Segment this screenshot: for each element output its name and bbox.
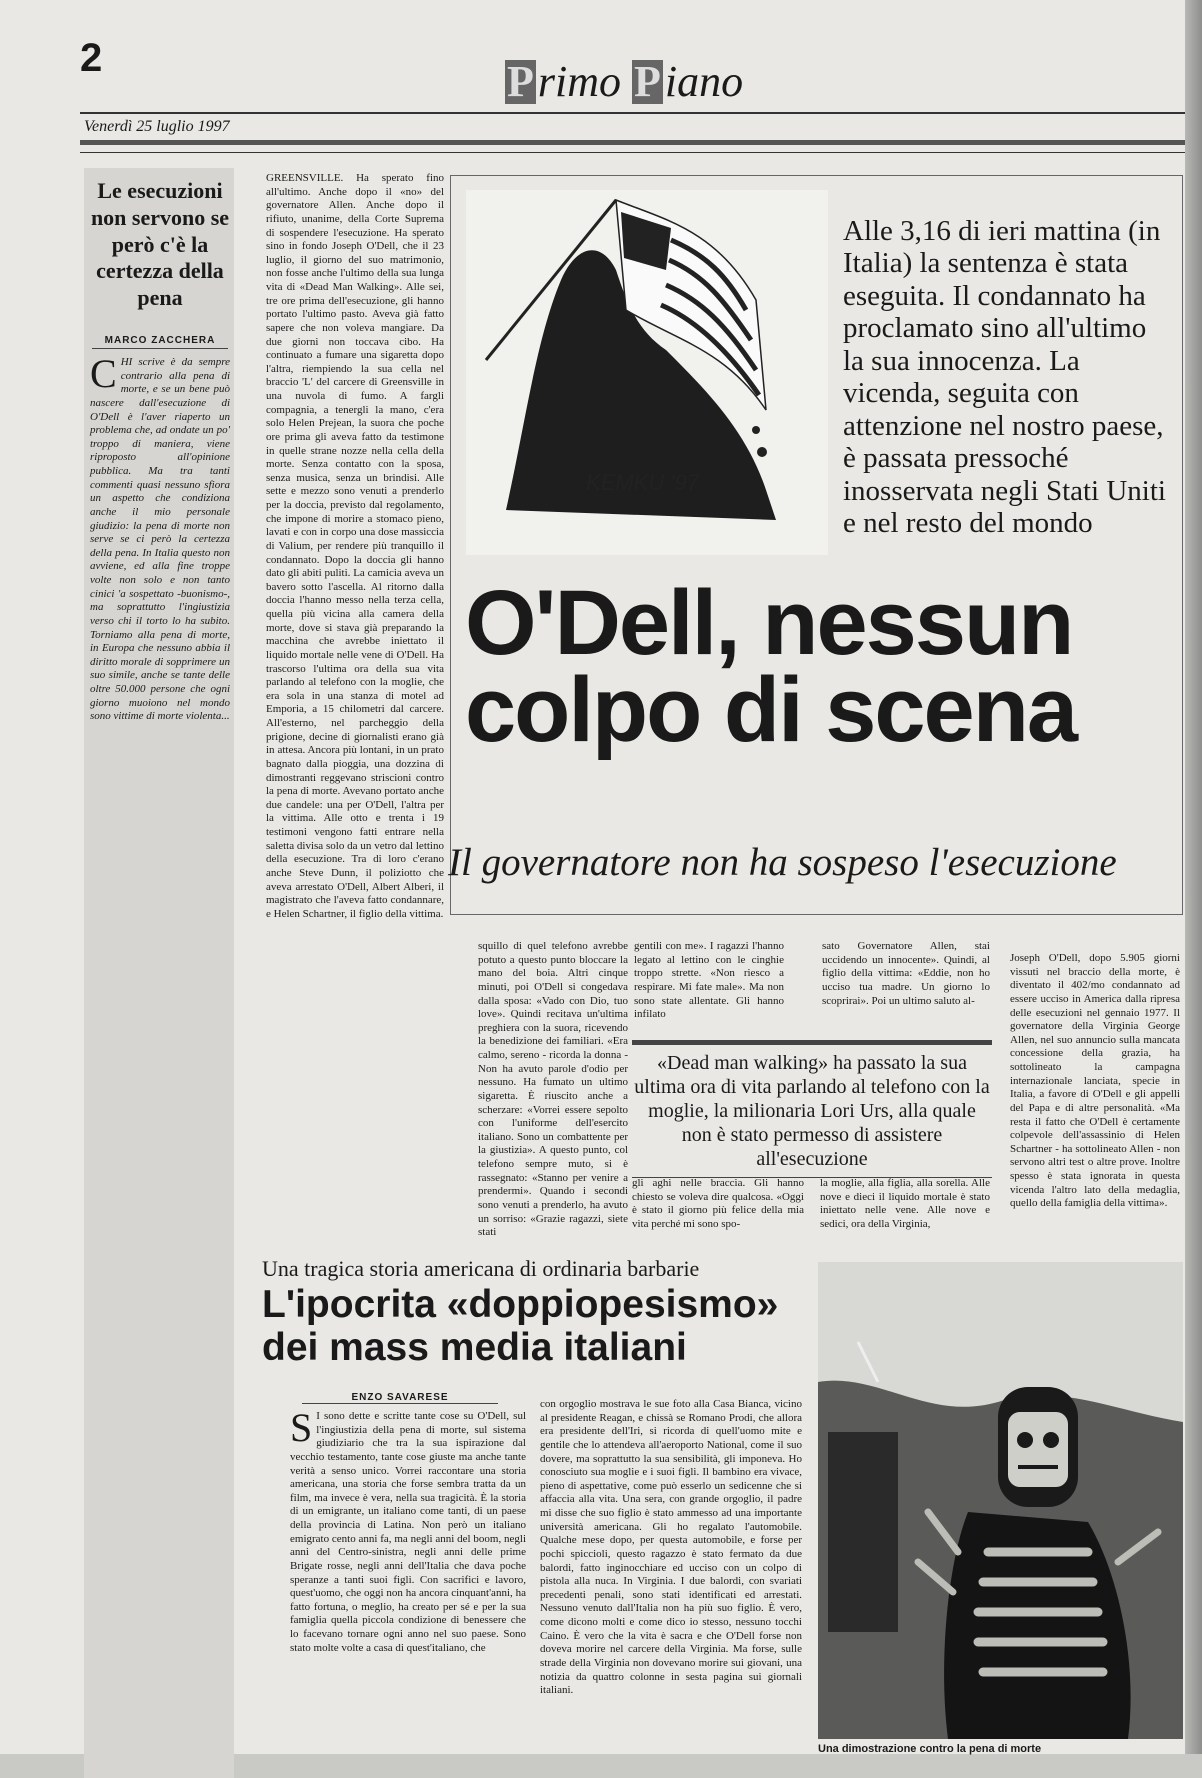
article-column-6: Joseph O'Dell, dopo 5.905 giorni vissuti nel braccio della morte, è diventato il 402/mo condannato ad essere ucciso in America dalla ripresa delle esecuzioni nel gennaio 1977. Il governatore della Virginia George Allen, nel suo annuncio sulla mancata concessione della grazia, ha sottolineato la campagna internazionale lanciata, specie in Italia, a favore di O'Dell e gli appelli del Papa e di altre personalità. «Ma resta il fatto che O'Dell è certamente colpevole dell'assassinio di Helen Schartner - ha sottolineato Allen - non servono altri test o altre prove. Inoltre spesso è stata ignorata in questa vicenda l'altro lato della medaglia, quello della famiglia della vittima». — [1010, 952, 1180, 1210]
section-initial-1: P — [507, 57, 534, 106]
header-rule — [80, 112, 1185, 114]
section-word-1: rimo — [537, 57, 633, 106]
second-article-column-1-text: I sono dette e scritte tante cose su O'Dell, sul l'ingiustizia della pena di morte, sul sistema giudiziario che tra la sua ispirazione dal vecchio testamento, tante cose giuste ma anche tante verità a senso unico. Vorrei raccontare una storia americana, una storia che forse sembra tratta da un film, ma invece è vera, nella sua tragicità. È la storia di un emigrante, un italiano come tanti, di un paese della provincia di Latina. Non però un italiano emigrato cento anni fa, ma negli anni del boom, negli anni del Centro-sinistra, negli anni delle prime Brigate rosse, negli anni dell'Italia che dava poche speranze a tanti suoi figli. Con sacrifici e lavoro, quest'uomo, che oggi non ha ancora cinquant'anni, ha fatto fortuna, o meglio, ha creato per sé e per la sua famiglia quella piccola condizione di benessere che lo facevano tornare ogni anno nel suo paese. Sono stato molte volte a casa di quest'italiano, che — [290, 1410, 526, 1654]
article-deck: Alle 3,16 di ieri mattina (in Italia) la sentenza è stata eseguita. Il condannato ha proclamato sino all'ultimo la sua innocenza. La vicenda, seguita con attenzione nel nostro paese, è passata pressoché inosservata negli Stati Uniti e nel resto del mondo — [843, 215, 1166, 540]
second-article-byline: ENZO SAVARESE — [302, 1392, 498, 1404]
article-column-3: squillo di quel telefono avrebbe potuto a questo punto bloccare la mano del boia. Altri cinque minuti, poi O'Dell si congedava dalla sposa: «Vado con Dio, tuo love». Quindi recitava un'ultima preghiera con la suora, ricevendo la benedizione dei familiari. «Era calmo, sereno - ricorda la donna - Non ha avuto parole d'odio per nessuno. Ha fumato un ultimo sigaretta. È riuscito anche a scherzare: «Vorrei essere sepolto con l'uniforme dell'esercito italiano. Sono un combattente per la giustizia». A questo punto, col telefono sempre muto, si è rassegnato: «Stanno per venire a prendermi». Quando i secondi sono venuti a prenderlo, ha avuto un sorriso: «Grazie ragazzi, siete stati — [478, 940, 628, 1239]
main-headline: O'Dell, nessun colpo di scena — [465, 572, 1077, 762]
article-column-4-continued: gli aghi nelle braccia. Gli hanno chiesto se voleva dire qualcosa. «Oggi è stato il giorno più felice della mia vita perché mi sono spo- — [632, 1177, 804, 1230]
sidebar-dropcap: C — [90, 351, 117, 396]
article-column-5: sato Governatore Allen, stai uccidendo un innocente». Quindi, al figlio della vittima: «Eddie, non ho ucciso tua madre. Un giorno lo scoprirai». Poi un ultimo saluto al- — [822, 940, 990, 1007]
section-word-2: iano — [664, 57, 744, 106]
photo-caption: Una dimostrazione contro la pena di morte — [818, 1743, 1042, 1755]
header-thin-rule — [80, 152, 1185, 153]
article-column-2: GREENSVILLE. Ha sperato fino all'ultimo. Anche dopo il «no» del governatore Allen. Anche dopo il rifiuto, unanime, della Corte Suprema di sospendere l'esecuzione. Ha sperato sino in fondo Joseph O'Dell, che il 23 luglio, il giorno del suo matrimonio, non fosse anche l'ultimo della sua lunga vita di «Dead Man Walking». Alle sei, tre ore prima dell'esecuzione, gli hanno portato l'ultimo pasto. Aveva già fatto sapere che non voleva mangiare. Da due giorni non toccava cibo. Ha continuato a fumare una sigaretta dopo l'altra, riempiendo la sua cella nel braccio 'L' del carcere di Greensville in una nuvola di fumo. A fargli compagnia, a tenergli la mano, c'era solo Helen Prejean, la suora che poche ore prima gli aveva fatto da testimone in quelle strane nozze nella cella della morte. Senza contatto con la sposa, senza musica, senza un brindisi. Alle sette e mezzo sono venuti a prenderlo per la doccia, previsto dal regolamento, che impone di morire a stomaco pieno, lavati e con in corpo una dose massiccia di Valium, per rendere più tranquillo il condannato. Dopo la doccia gli hanno dato gli abiti puliti. La camicia aveva un bavero sotto l'ascella. Al ritorno dalla doccia l'hanno messo nella terza cella, quella più vicina alla camera della morte, dove si stava già preparando la macchina che avrebbe iniettato il liquido mortale nelle vene di O'Dell. Ha trascorso l'ultima ora della sua vita parlando al telefono con la moglie, che era sola in una stanza di motel ad Emporia, a 15 chilometri dal carcere. All'esterno, nel parcheggio della prigione, decine di giornalisti erano già in attesa. Ancora più lontani, in un prato bagnato dalla pioggia, una dozzina di dimostranti reggevano striscioni contro la pena di morte. Avevano portato anche due candele: una per O'Dell, l'altra per la vittima. Alle otto e trenta i 19 testimoni vengono fatti entrare nella saletta divisa solo da un vetro dal lettino della esecuzione. Tra di loro c'erano anche Steve Dunn, il poliziotto che aveva arrestato O'Dell, Albert Alberi, il magistrato che l'aveva fatto condannare, e Helen Schartner, il figlio della vittima. — [266, 172, 444, 920]
article-column-5-continued: la moglie, alla figlia, alla sorella. Alle nove e dieci il liquido mortale è stato iniettato nelle vene. Alle nove e sedici, ora della Virginia, — [820, 1177, 990, 1230]
second-article-kicker: Una tragica storia americana di ordinaria barbarie — [262, 1256, 700, 1281]
cartoon-drawing — [466, 190, 828, 555]
photo-drawing — [818, 1262, 1183, 1739]
cartoon-image — [466, 190, 828, 555]
sidebar-body — [90, 351, 230, 724]
sidebar-byline: MARCO ZACCHERA — [92, 335, 228, 349]
sidebar-headline: Le esecuzioni non servono se però c'è la certezza della pena — [90, 178, 230, 311]
demonstration-photo — [818, 1262, 1183, 1739]
section-title — [505, 56, 743, 107]
second-article-dropcap: S — [290, 1405, 313, 1450]
second-article-headline: L'ipocrita «doppiopesismo» dei mass media italiani — [262, 1283, 779, 1369]
article-column-4: gentili con me». I ragazzi l'hanno legato al lettino con le cinghie troppo strette. «Non riesco a respirare. Mi fate male». Ma non sono state allentate. Gli hanno infilato — [634, 940, 784, 1021]
page-number: 2 — [80, 36, 103, 80]
section-initial-2: P — [634, 57, 661, 106]
cartoon-signature: KEMKU '97 — [586, 470, 700, 495]
header-thick-rule — [80, 140, 1185, 145]
main-subhead: Il governatore non ha sospeso l'esecuzione — [448, 841, 1117, 884]
second-article-column-1 — [290, 1405, 526, 1655]
pull-quote: «Dead man walking» ha passato la sua ultima ora di vita parlando al telefono con la moglie, la milionaria Lori Urs, alla quale non è stato permesso di assistere all'esecuzione — [632, 1040, 992, 1178]
sidebar-body-text: HI scrive è da sempre contrario alla pena di morte, e se un bene può nascere dall'esecuzione di O'Dell è l'aver riaperto un problema che, ad ondate un po' troppo di maniera, viene riproposto all'opinione pubblica. Ma tra tanti commenti quasi nessuno sfiora un aspetto che condiziona anche il mio personale giudizio: la pena di morte non serve se ci però la certezza della pena. In Italia questo non avviene, ed alla fine troppe volte non solo e non tanto cinici 'a sospettato -buonismo-, ma soprattutto l'ingiustizia verso chi il torto lo ha subito. Torniamo alla pena di morte, in Europa che nessuno abbia il diritto morale di sopprimere un suo simile, anche se tante delle oltre 50.000 persone che ogni giorno muoiono nel mondo sono vittime di morte violenta... — [90, 356, 230, 723]
issue-date: Venerdì 25 luglio 1997 — [84, 118, 230, 135]
second-article-column-2: con orgoglio mostrava le sue foto alla Casa Bianca, vicino al presidente Reagan, e chissà se Romano Prodi, che allora era presidente dell'Iri, si ricorda di quell'uomo mite e gentile che lo attendeva all'aeroporto National, come il suo dovere, ma soprattutto la sua sensibilità, gli imponeva. Ho conosciuto sua moglie e i suoi figli. Il bambino era vivace, pieno di aspettative, come può esserlo un sedicenne che si affaccia alla vita. Una sera, con grande orgoglio, il padre mi disse che suo figlio è stato ammesso ad una importante università americana. Gli ho regalato l'automobile. Qualche mese dopo, per questa automobile, e forse per pochi spiccioli, questo ragazzo è stato fermato da due balordi, fatto inginocchiare ed ucciso con un colpo di pistola alla nuca. In Virginia. I due balordi, con svariati precedenti penali, sono stati identificati ed arrestati. Nessuno venuto dall'Italia non ha più suo figlio. È vero, come dicono molti e come dico io stesso, nessuno tocchi Caino. È vero che la vita è sacra e che O'Dell forse non doveva morire nel carcere della Virginia. Ma forse, sulle strade della Virginia non dovevano morire sui giovani, una notizia da quattro colonne in sesta pagina sui giornali italiani. — [540, 1398, 802, 1697]
